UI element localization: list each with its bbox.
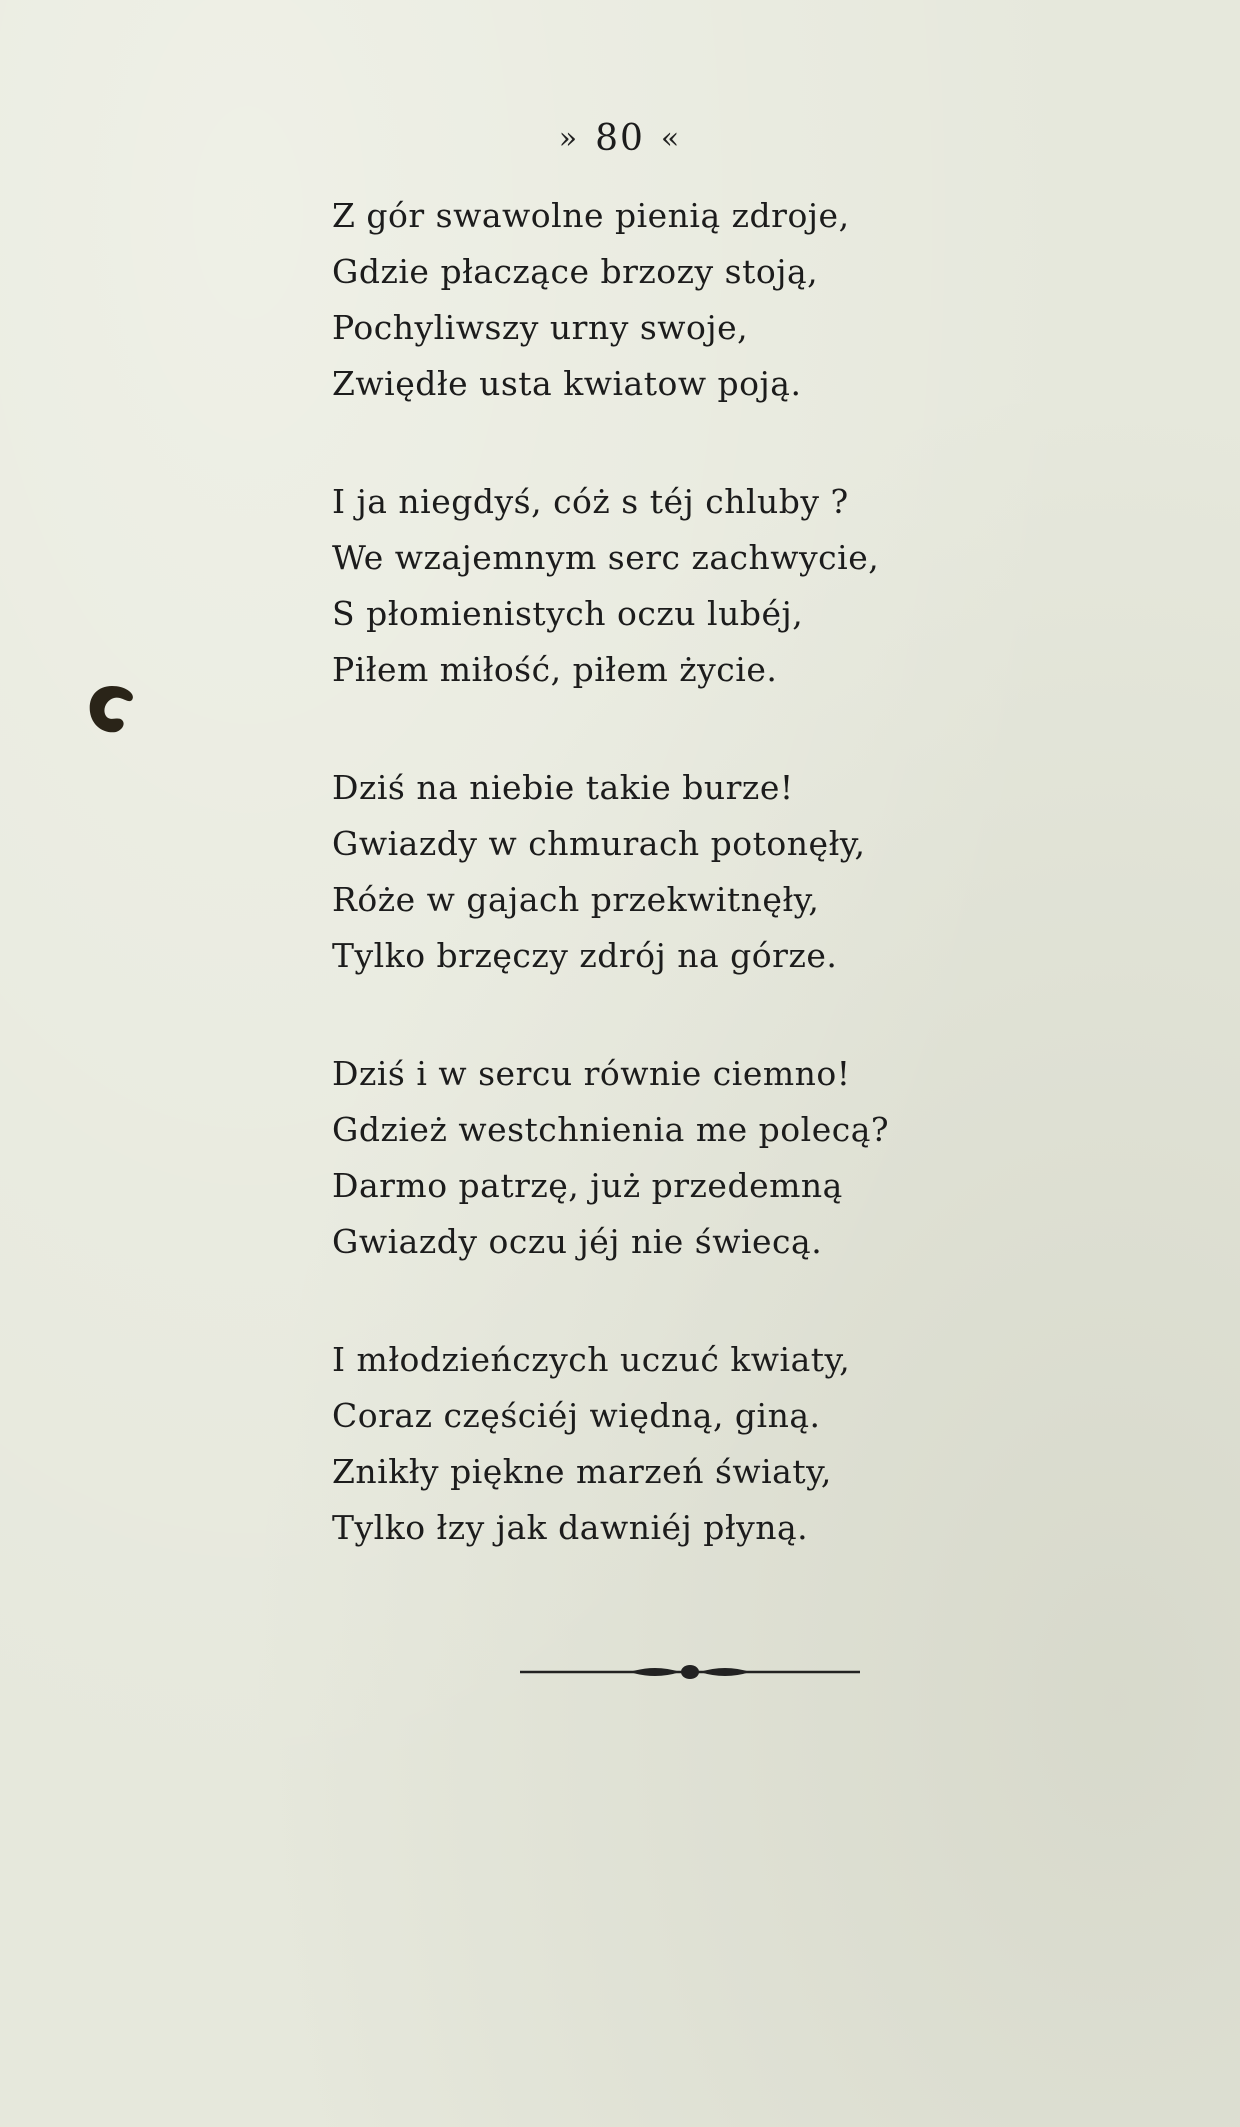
poem-line: Tylko łzy jak dawniéj płyną. [332, 1508, 809, 1547]
page-number: 80 [595, 118, 645, 159]
poem-line: Coraz częściéj więdną, giną. [332, 1396, 821, 1435]
poem-line: Róże w gajach przekwitnęły, [332, 880, 820, 919]
stanza-1 [332, 188, 952, 412]
poem-line: S płomienistych oczu lubéj, [332, 594, 804, 633]
poem-line: Dziś i w sercu równie ciemno! [332, 1054, 851, 1093]
poem-line: We wzajemnym serc zachwycie, [332, 538, 880, 577]
poem-line: Dziś na niebie takie burze! [332, 768, 794, 807]
ink-stain-icon [82, 680, 142, 740]
stanza-3 [332, 760, 952, 984]
stanza-4 [332, 1046, 952, 1270]
poem-line: Gdzież westchnienia me polecą? [332, 1110, 890, 1149]
poem-line: Darmo patrzę, już przedemną [332, 1166, 843, 1205]
header-ornament-left-icon: » [558, 121, 580, 156]
poem-line: Gwiazdy oczu jéj nie świecą. [332, 1222, 823, 1261]
poem-line: I ja niegdyś, cóż s téj chluby ? [332, 482, 849, 521]
poem [332, 188, 952, 1618]
decorative-rule-icon [520, 1660, 860, 1684]
poem-line: Gwiazdy w chmurach potonęły, [332, 824, 866, 863]
poem-line: Pochyliwszy urny swoje, [332, 308, 749, 347]
page-header [0, 118, 1240, 159]
stanza-5 [332, 1332, 952, 1556]
poem-line: Gdzie płaczące brzozy stoją, [332, 252, 819, 291]
poem-line: Znikły piękne marzeń światy, [332, 1452, 832, 1491]
header-ornament-right-icon: « [660, 121, 682, 156]
poem-line: Zwiędłe usta kwiatow poją. [332, 364, 802, 403]
stanza-2 [332, 474, 952, 698]
poem-line: Tylko brzęczy zdrój na górze. [332, 936, 838, 975]
poem-line: I młodzieńczych uczuć kwiaty, [332, 1340, 851, 1379]
poem-line: Piłem miłość, piłem życie. [332, 650, 778, 689]
poem-line: Z gór swawolne pienią zdroje, [332, 196, 850, 235]
